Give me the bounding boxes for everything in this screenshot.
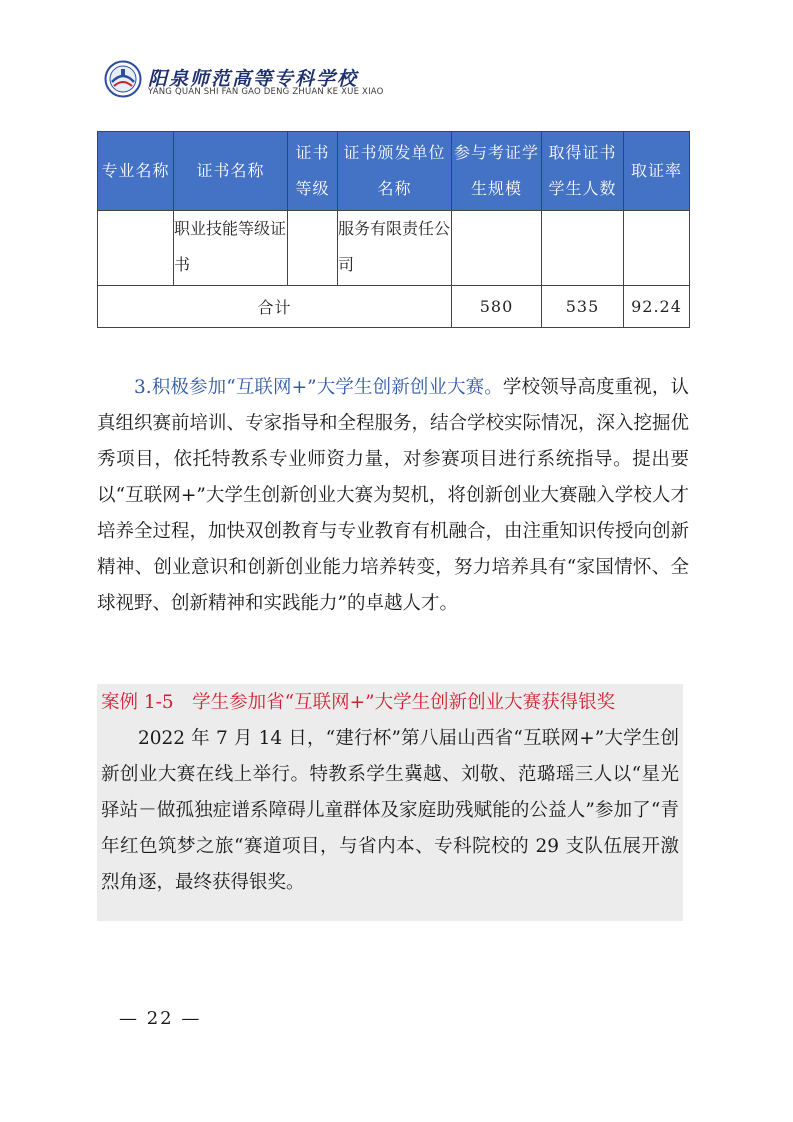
case-body: 2022 年 7 月 14 日，“建行杯”第八届山西省“互联网+”大学生创新创业大赛在线上举行。特教系学生冀越、刘敬、范璐瑶三人以“星光驿站－做孤独症谱系障碍儿童群体及家庭助残赋能的公益人”参加了“青年红色筑梦之旅“赛道项目，与省内本、专科院校的 29 支队伍展开激烈角逐，最终获得银奖。: [101, 728, 679, 893]
page-number: — 22 —: [119, 1008, 202, 1029]
total-label: 合计: [98, 286, 452, 328]
school-name: 阳泉师范高等专科学校: [148, 68, 359, 90]
cell-issuing-unit: 服务有限责任公司: [338, 211, 452, 286]
header-participants: 参与考证学生规模: [452, 132, 542, 211]
school-pinyin: YANG QUAN SHI FAN GAO DENG ZHUAN KE XUE XIAO: [148, 87, 384, 97]
header-certificate-name: 证书名称: [174, 132, 288, 211]
table-header-row: [98, 132, 690, 211]
cell-certified: [542, 211, 624, 286]
total-certified: 535: [542, 286, 624, 328]
table-row: [98, 211, 690, 286]
header-issuing-unit: 证书颁发单位名称: [338, 132, 452, 211]
table-total-row: [98, 286, 690, 328]
section-paragraph: [97, 370, 689, 622]
section-heading: 3.积极参加“互联网+”大学生创新创业大赛。: [134, 377, 503, 398]
total-participants: 580: [452, 286, 542, 328]
certificate-table: [97, 131, 690, 328]
header-certified: 取得证书学生人数: [542, 132, 624, 211]
header-certificate-level: 证书等级: [288, 132, 338, 211]
cell-participants: [452, 211, 542, 286]
cell-rate: [624, 211, 690, 286]
cell-level: [288, 211, 338, 286]
section-body: 学校领导高度重视，认真组织赛前培训、专家指导和全程服务，结合学校实际情况，深入挖掘优秀项目，依托特教系专业师资力量，对参赛项目进行系统指导。提出要以“互联网+”大学生创新创业大赛为契机，将创新创业大赛融入学校人才培养全过程，加快双创教育与专业教育有机融合，由注重知识传授向创新精神、创业意识和创新创业能力培养转变，努力培养具有“家国情怀、全球视野、创新精神和实践能力”的卓越人才。: [97, 377, 690, 614]
total-rate: 92.24: [624, 286, 690, 328]
cell-certificate-name: 职业技能等级证书: [174, 211, 288, 286]
school-logo-icon: [104, 60, 142, 98]
cell-major: [98, 211, 174, 286]
case-title: 案例 1-5 学生参加省“互联网+”大学生创新创业大赛获得银奖: [101, 692, 616, 713]
header-rate: 取证率: [624, 132, 690, 211]
header-major: 专业名称: [98, 132, 174, 211]
